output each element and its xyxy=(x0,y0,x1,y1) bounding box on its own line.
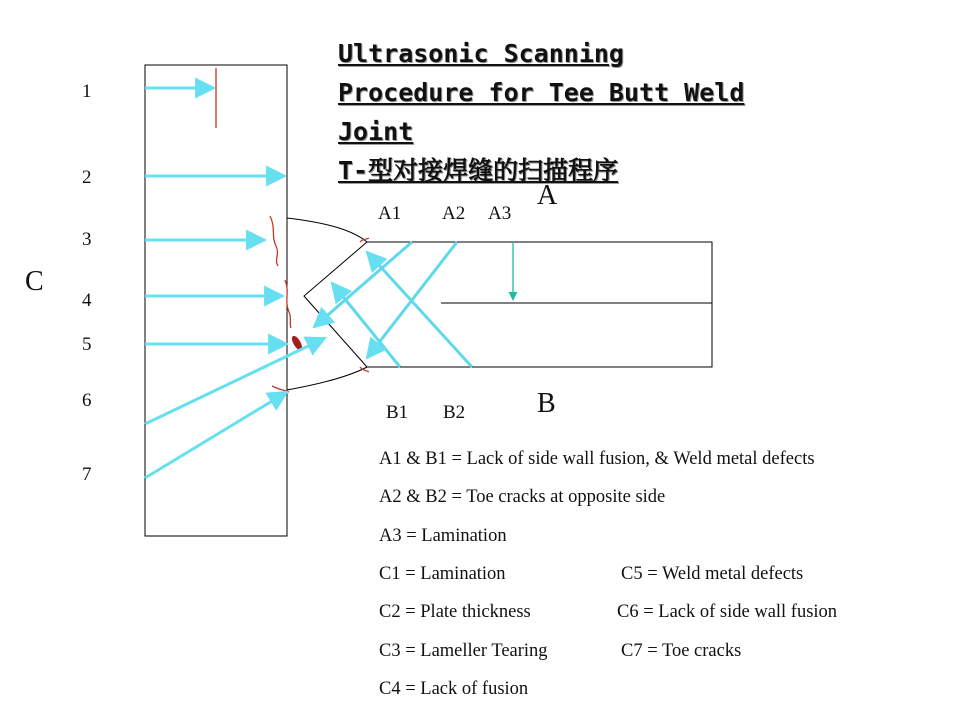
title-line: Ultrasonic Scanning xyxy=(338,39,624,68)
legend-row-3: A3 = Lamination xyxy=(379,526,507,546)
flange-plate xyxy=(367,242,712,367)
label-c: C xyxy=(25,266,44,297)
label-a3: A3 xyxy=(488,203,512,224)
legend-row-4-right: C5 = Weld metal defects xyxy=(621,564,804,584)
label-b1: B1 xyxy=(386,402,409,423)
label-a: A xyxy=(537,180,558,211)
legend-row-6: C3 = Lameller Tearing xyxy=(379,641,548,661)
lamellar-tear-defect xyxy=(270,216,278,266)
label-b: B xyxy=(537,388,556,419)
label-a2: A2 xyxy=(442,203,466,224)
c-position-6: 6 xyxy=(82,390,92,411)
angle-beams xyxy=(314,242,472,367)
c-position-1: 1 xyxy=(82,81,92,102)
lack-of-fusion-defect xyxy=(285,280,291,328)
c-position-7: 7 xyxy=(82,464,92,485)
title-line: Procedure for Tee Butt Weld xyxy=(338,78,745,107)
beam-a2 xyxy=(367,252,472,367)
legend-row-5-right: C6 = Lack of side wall fusion xyxy=(617,602,838,622)
c-position-5: 5 xyxy=(82,334,92,355)
c-probe-beams xyxy=(145,88,325,478)
beam-b2 xyxy=(367,242,457,358)
beam-c6 xyxy=(145,338,325,424)
legend-row-5: C2 = Plate thickness xyxy=(379,602,531,622)
label-b2: B2 xyxy=(443,402,466,423)
beam-c7 xyxy=(145,392,287,478)
weld-toe-defect-top xyxy=(360,238,369,242)
title-line: Joint xyxy=(338,117,414,146)
c-position-4: 4 xyxy=(82,290,92,311)
legend-row-7: C4 = Lack of fusion xyxy=(379,679,529,699)
c-position-3: 3 xyxy=(82,229,92,250)
weld-profile xyxy=(287,218,367,390)
c-position-2: 2 xyxy=(82,167,92,188)
legend-row-4: C1 = Lamination xyxy=(379,564,506,584)
legend-row-6-right: C7 = Toe cracks xyxy=(621,641,742,661)
legend-row-1: A1 & B1 = Lack of side wall fusion, & Weld metal defects xyxy=(379,449,815,469)
beam-b1 xyxy=(332,283,400,367)
label-a1: A1 xyxy=(378,203,402,224)
title-line-chinese: T-型对接焊缝的扫描程序 xyxy=(338,156,619,185)
legend-row-2: A2 & B2 = Toe cracks at opposite side xyxy=(379,487,666,507)
